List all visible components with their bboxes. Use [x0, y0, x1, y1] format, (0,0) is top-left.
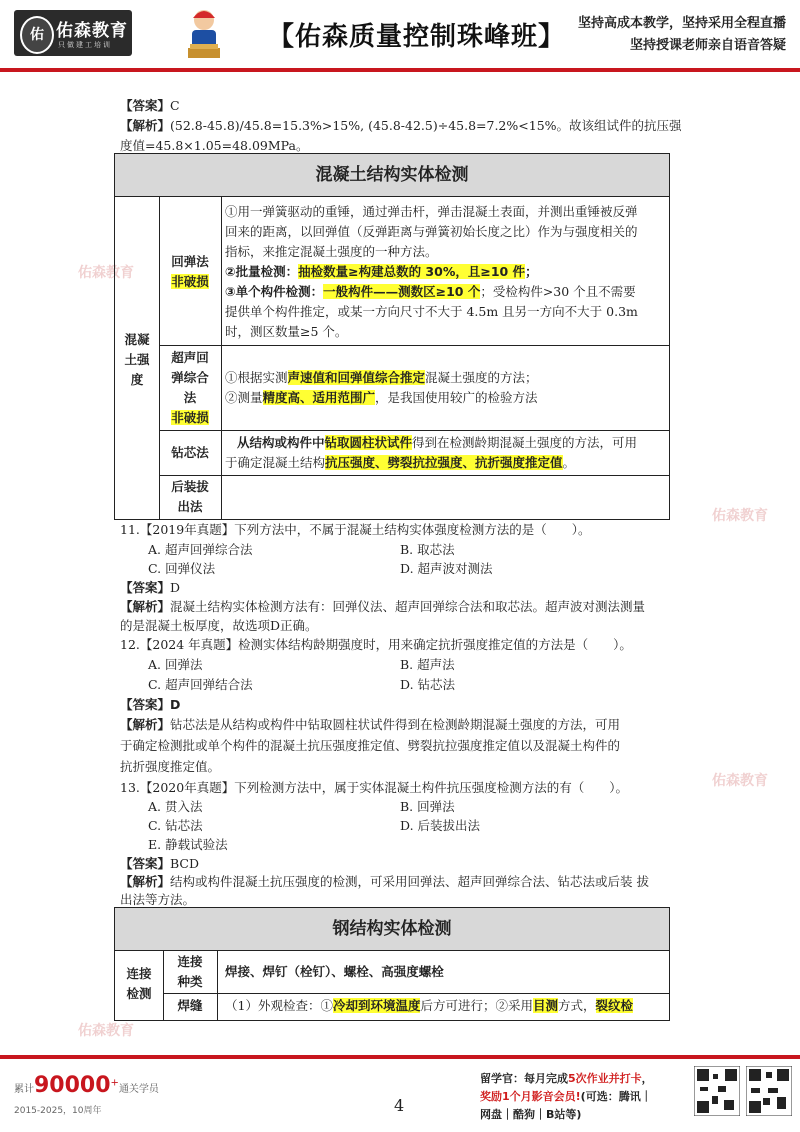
method-pull-out: 后装拔 出法: [171, 479, 209, 514]
top-answer: 【答案】C: [120, 98, 180, 113]
q13-option-c: C. 钻芯法: [148, 818, 203, 833]
rebound-content: ①用一弹簧驱动的重锤，通过弹击杆，弹击混凝土表面，并测出重锤被反弹 回来的距离，以回弹值（反弹距离与弹簧初始长度之比）作为与强度相关的 指标，来推定混凝土强度的一种方法。 ②批量检测：抽检数量≥构建总数的 30%，且≥10 件； ③单个构件检测：一般构件——测数区≥10 个；受检构件>30 个且不需要 提供单个构件推定，或某一方向尺寸不大于 4.5m 且另一方向不大于 0.3m 时，测区数量≥5 个。: [225, 204, 638, 339]
logo-text: 佑森教育: [56, 21, 128, 41]
q13-stem: 13.【2020年真题】下列检测方法中，属于实体混凝土构件抗压强度检测方法的有（ ）。: [120, 780, 628, 795]
header-divider: [0, 68, 800, 72]
q11-option-a: A. 超声回弹综合法: [148, 542, 253, 557]
logo-subtitle: 只做建工培训: [58, 41, 112, 49]
footer-stats: 累计90000+通关学员: [14, 1073, 159, 1098]
q11-option-c: C. 回弹仪法: [148, 561, 216, 576]
q13-answer: 【答案】BCD: [120, 856, 200, 871]
weld-inspection-text: （1）外观检查：①冷却到环境温度后方可进行；②采用目测方式，裂纹检: [225, 998, 634, 1013]
method-ultrasonic-rebound: 超声回 弹综合 法 非破损: [171, 350, 209, 425]
mascot-icon: [180, 6, 228, 62]
logo-mark-icon: 佑: [20, 16, 54, 54]
q11-analysis-1: 【解析】混凝土结构实体检测方法有：回弹仪法、超声回弹综合法和取芯法。超声波对测法测量: [120, 599, 646, 614]
q12-answer: 【答案】D: [120, 697, 181, 712]
q13-option-b: B. 回弹法: [400, 799, 455, 814]
q12-option-d: D. 钻芯法: [400, 677, 456, 692]
top-analysis-line-2: 度值=45.8×1.05=48.09MPa。: [120, 138, 309, 153]
qr-code-icon-2: [746, 1066, 792, 1116]
q12-analysis-2: 于确定检测批或单个构件的混凝土抗压强度推定值、劈裂抗拉强度推定值以及混凝土构件的: [120, 738, 621, 753]
brand-logo: [14, 10, 132, 56]
q11-option-d: D. 超声波对测法: [400, 561, 493, 576]
q12-option-c: C. 超声回弹结合法: [148, 677, 253, 692]
q11-answer: 【答案】D: [120, 580, 181, 595]
page-number: 4: [394, 1096, 405, 1115]
core-drilling-content: 从结构或构件中钻取圆柱状试件得到在检测龄期混凝土强度的方法，可用 于确定混凝土结构抗压强度、劈裂抗拉强度、抗折强度推定值。: [225, 435, 638, 470]
q11-stem: 11.【2019年真题】下列方法中，不属于混凝土结构实体强度检测方法的是（ ）。: [120, 522, 591, 537]
q12-analysis-3: 抗折强度推定值。: [120, 759, 221, 774]
q13-analysis-1: 【解析】结构或构件混凝土抗压强度的检测，可采用回弹法、超声回弹综合法、钻芯法或后装 拔: [120, 874, 649, 889]
method-core-drilling: 钻芯法: [171, 445, 209, 460]
connection-type-label: 连接 种类: [177, 954, 203, 989]
q13-option-a: A. 贯入法: [148, 799, 203, 814]
q12-option-b: B. 超声法: [400, 657, 455, 672]
top-analysis-line-1: 【解析】(52.8-45.8)/45.8=15.3%>15%, (45.8-42.5)÷45.8=7.2%<15%。故该组试件的抗压强: [120, 118, 682, 133]
watermark-left-1: 佑森教育: [78, 265, 134, 281]
concrete-detection-table: [114, 153, 670, 520]
q13-analysis-2: 出法等方法。: [120, 892, 196, 907]
q12-analysis-1: 【解析】钻芯法是从结构或构件中钻取圆柱状试件得到在检测龄期混凝土强度的方法，可用: [120, 717, 621, 732]
page-header: [0, 0, 800, 68]
concrete-strength-label: 混凝 土强 度: [124, 332, 150, 387]
q12-stem: 12.【2024 年真题】检测实体结构龄期强度时，用来确定抗折强度推定值的方法是（ ）。: [120, 637, 632, 652]
watermark-right-1: 佑森教育: [712, 508, 768, 524]
table-title: 混凝土结构实体检测: [115, 154, 669, 197]
method-rebound: 回弹法 非破损: [171, 254, 209, 289]
q11-option-b: B. 取芯法: [400, 542, 455, 557]
q11-analysis-2: 的是混凝土板厚度，故选项D正确。: [120, 618, 318, 633]
footer-divider: [0, 1055, 800, 1059]
steel-detection-table: [114, 907, 670, 1021]
watermark-right-2: 佑森教育: [712, 773, 768, 789]
footer-years: 2015-2025，10周年: [14, 1106, 102, 1116]
watermark-left-2: 佑森教育: [78, 1023, 134, 1039]
slogan-line-1: 坚持高成本教学，坚持采用全程直播: [577, 16, 786, 31]
footer-promo: 留学官：每月完成5次作业并打卡， 奖励1个月影音会员!(可选：腾讯｜ 网盘｜酷狗｜B站等): [480, 1072, 653, 1121]
q13-option-d: D. 后装拔出法: [400, 818, 481, 833]
slogan-line-2: 坚持授课老师亲自语音答疑: [629, 38, 786, 53]
steel-table-title: 钢结构实体检测: [115, 908, 669, 951]
connection-detection-label: 连接 检测: [126, 966, 152, 1001]
connection-types-text: 焊接、焊钉（栓钉）、螺栓、高强度螺栓: [225, 964, 444, 979]
q12-option-a: A. 回弹法: [148, 657, 203, 672]
ultrasonic-rebound-content: ①根据实测声速值和回弹值综合推定混凝土强度的方法； ②测量精度高、适用范围广，是我国使用较广的检验方法: [225, 370, 538, 405]
qr-code-icon-1: [694, 1066, 740, 1116]
page-banner-title: 【佑森质量控制珠峰班】: [268, 22, 566, 52]
weld-label: 焊缝: [177, 998, 203, 1013]
q13-option-e: E. 静载试验法: [148, 837, 228, 852]
